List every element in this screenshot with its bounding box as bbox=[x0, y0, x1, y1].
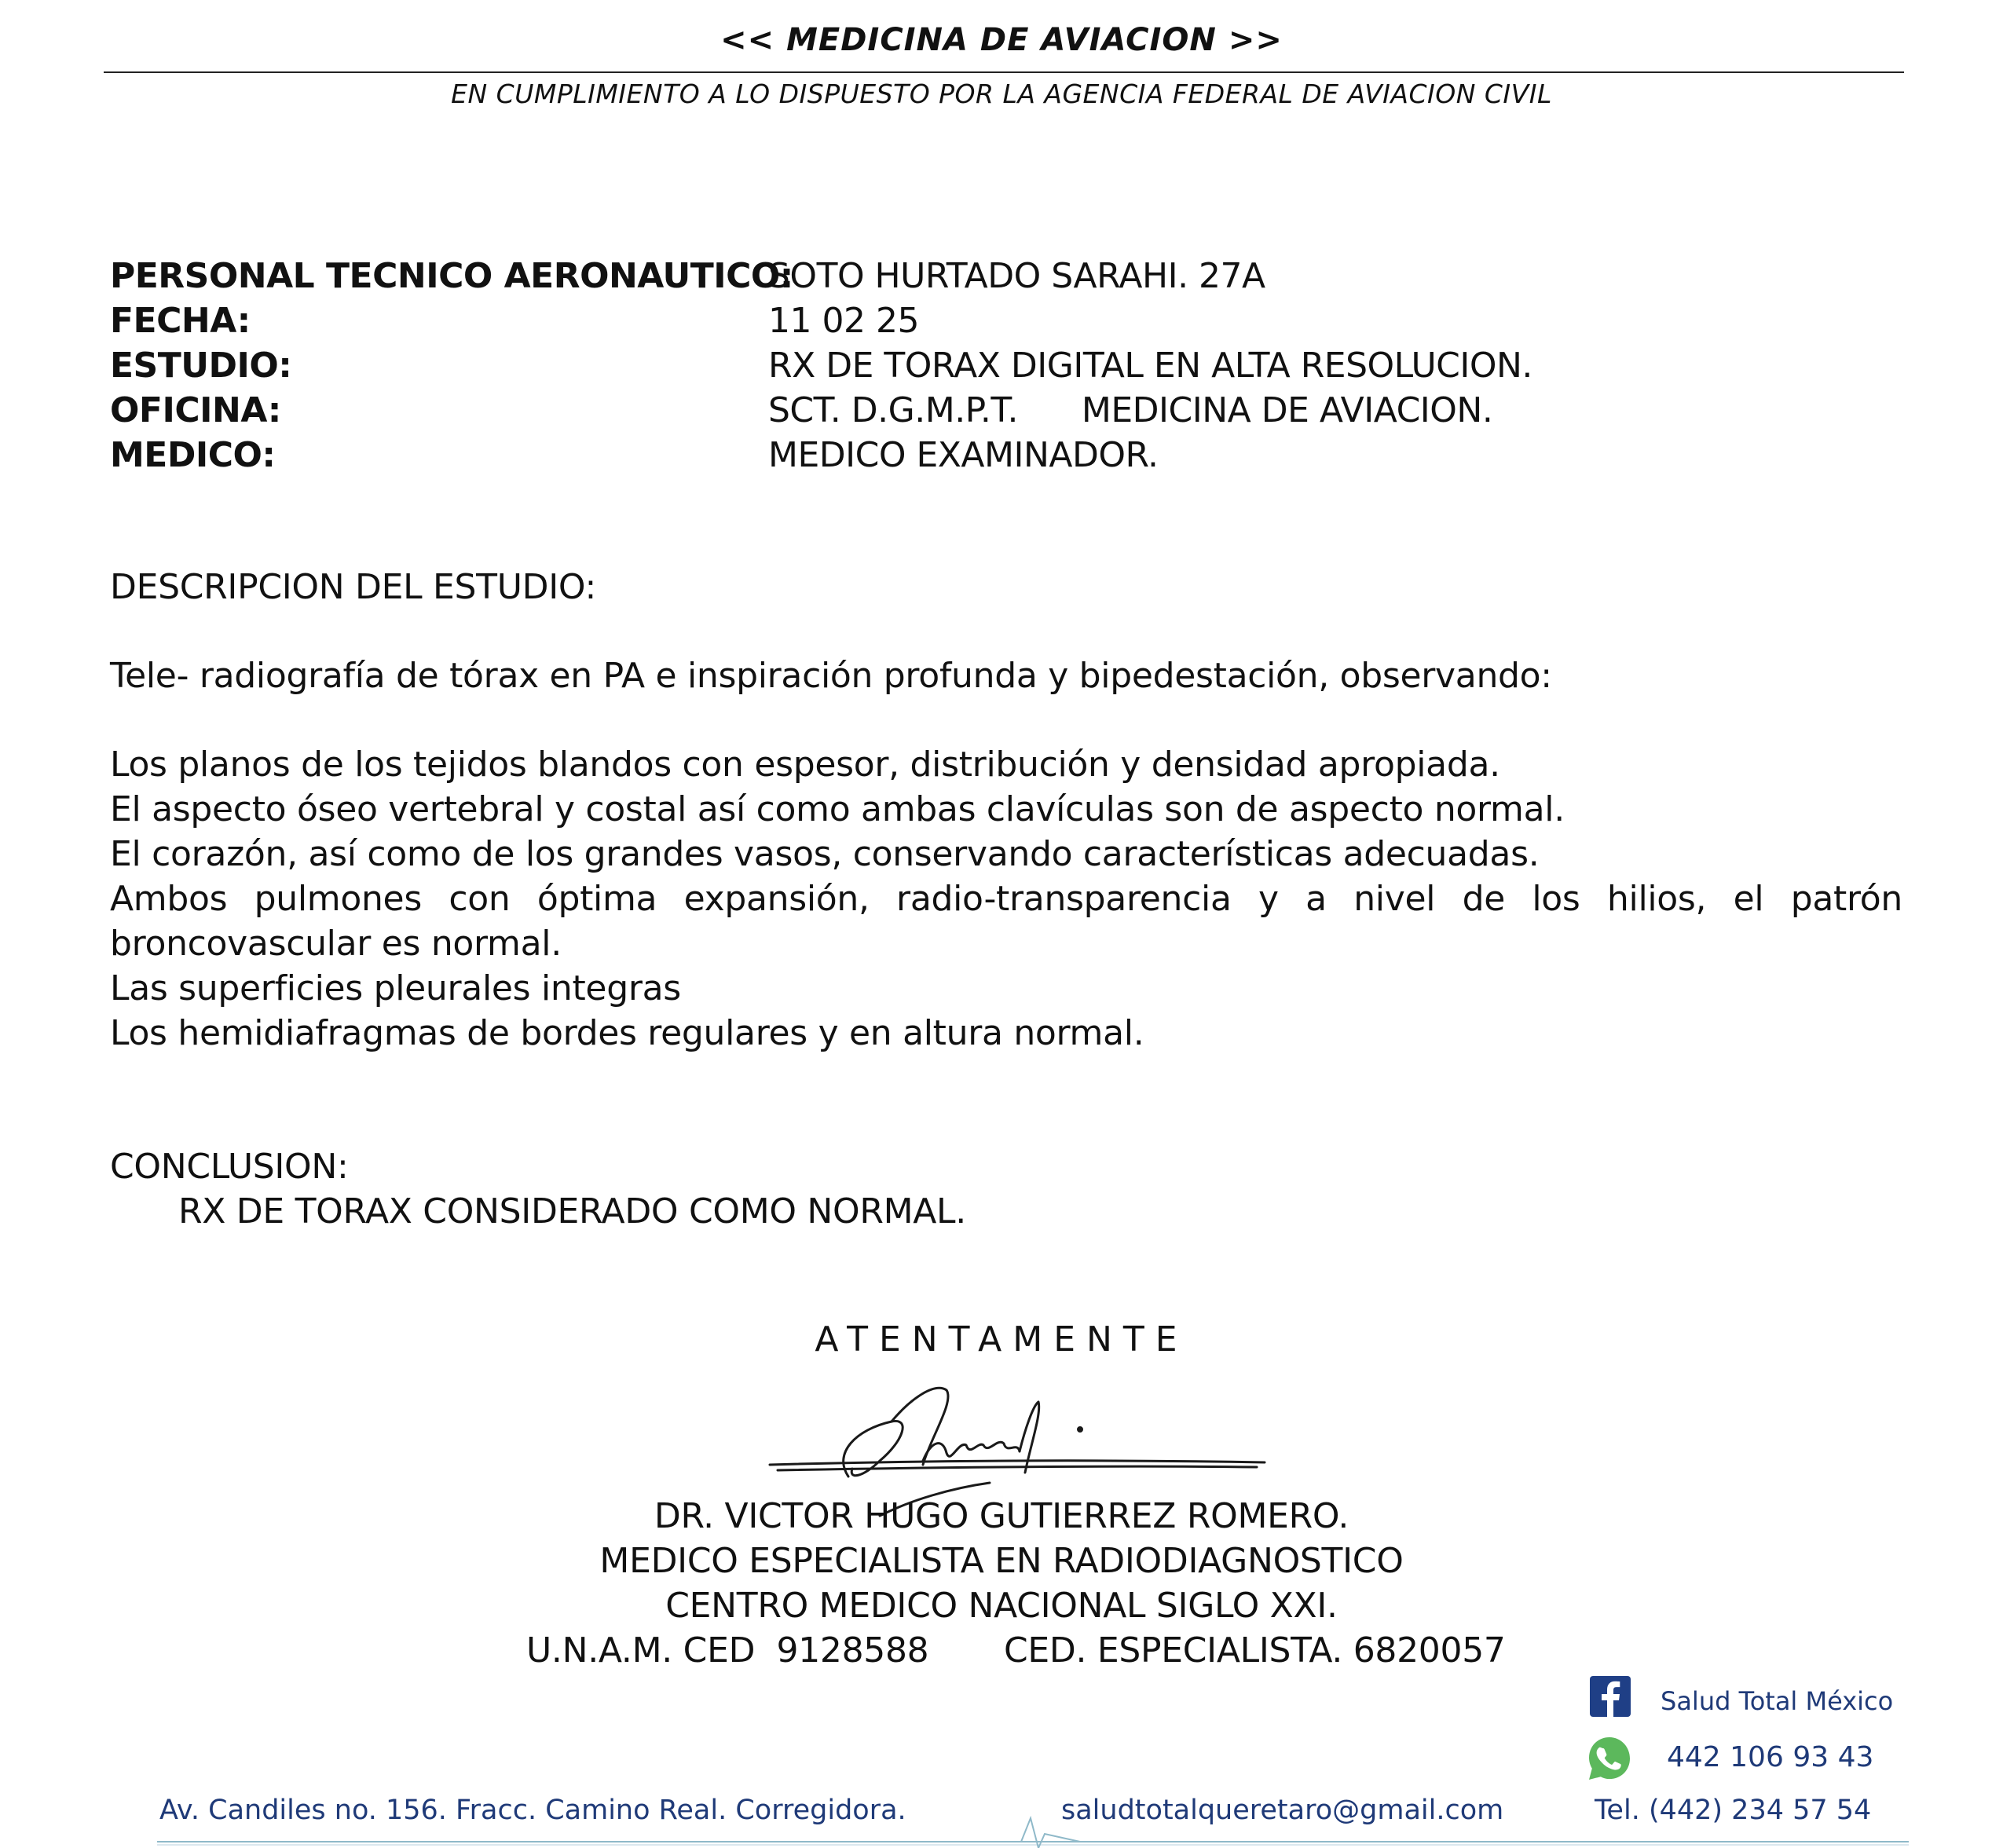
field-value-medico: MEDICO EXAMINADOR. bbox=[768, 435, 1159, 475]
unam-license: U.N.A.M. CED 9128588 bbox=[526, 1630, 929, 1671]
description-intro: Tele- radiografía de tórax en PA e inspiración profunda y bipedestación, observando: bbox=[110, 656, 1552, 696]
footer-divider bbox=[157, 1810, 1909, 1848]
description-line: El corazón, así como de los grandes vasos, conservando características adecuadas. bbox=[110, 834, 1540, 874]
whatsapp-icon bbox=[1585, 1734, 1634, 1783]
description-line: broncovascular es normal. bbox=[110, 924, 562, 964]
physician-name: DR. VICTOR HUGO GUTIERREZ ROMERO. bbox=[654, 1496, 1349, 1536]
field-label-oficina: OFICINA: bbox=[110, 390, 281, 430]
field-label-medico: MEDICO: bbox=[110, 435, 276, 475]
field-label-fecha: FECHA: bbox=[110, 301, 251, 341]
description-line: Los planos de los tejidos blandos con espesor, distribución y densidad apropiada. bbox=[110, 745, 1500, 785]
field-value-personal: SOTO HURTADO SARAHI. 27A bbox=[768, 256, 1265, 296]
header-divider bbox=[104, 71, 1904, 73]
conclusion-text: RX DE TORAX CONSIDERADO COMO NORMAL. bbox=[178, 1191, 966, 1231]
field-value-fecha: 11 02 25 bbox=[768, 301, 919, 341]
field-label-personal: PERSONAL TECNICO AERONAUTICO: bbox=[110, 256, 793, 296]
whatsapp-number: 442 106 93 43 bbox=[1667, 1741, 1874, 1773]
footer-phone: Tel. (442) 234 57 54 bbox=[1595, 1795, 1872, 1826]
specialist-license: CED. ESPECIALISTA. 6820057 bbox=[1004, 1630, 1506, 1671]
conclusion-heading: CONCLUSION: bbox=[110, 1147, 349, 1187]
document-subtitle: EN CUMPLIMIENTO A LO DISPUESTO POR LA AGENCIA FEDERAL DE AVIACION CIVIL bbox=[451, 79, 1552, 109]
description-line: El aspecto óseo vertebral y costal así como ambas clavículas son de aspecto normal. bbox=[110, 789, 1565, 829]
facebook-handle: Salud Total México bbox=[1661, 1686, 1894, 1716]
description-heading: DESCRIPCION DEL ESTUDIO: bbox=[110, 567, 596, 607]
footer-email[interactable]: saludtotalqueretaro@gmail.com bbox=[1061, 1795, 1504, 1826]
facebook-icon bbox=[1590, 1676, 1631, 1717]
field-label-estudio: ESTUDIO: bbox=[110, 346, 292, 386]
physician-institution: CENTRO MEDICO NACIONAL SIGLO XXI. bbox=[665, 1586, 1338, 1626]
description-line: Los hemidiafragmas de bordes regulares y en altura normal. bbox=[110, 1013, 1144, 1053]
field-value-estudio: RX DE TORAX DIGITAL EN ALTA RESOLUCION. bbox=[768, 346, 1532, 386]
footer-address: Av. Candiles no. 156. Fracc. Camino Real. Corregidora. bbox=[159, 1795, 906, 1826]
field-value-oficina: SCT. D.G.M.P.T. MEDICINA DE AVIACION. bbox=[768, 390, 1493, 430]
document-title: << MEDICINA DE AVIACION >> bbox=[720, 22, 1283, 58]
closing-text: ATENTAMENTE bbox=[815, 1319, 1188, 1359]
description-line: Las superficies pleurales integras bbox=[110, 968, 681, 1008]
physician-title: MEDICO ESPECIALISTA EN RADIODIAGNOSTICO bbox=[599, 1541, 1404, 1581]
description-line: Ambos pulmones con óptima expansión, radio-transparencia y a nivel de los hilios, el patrón bbox=[110, 879, 1902, 919]
